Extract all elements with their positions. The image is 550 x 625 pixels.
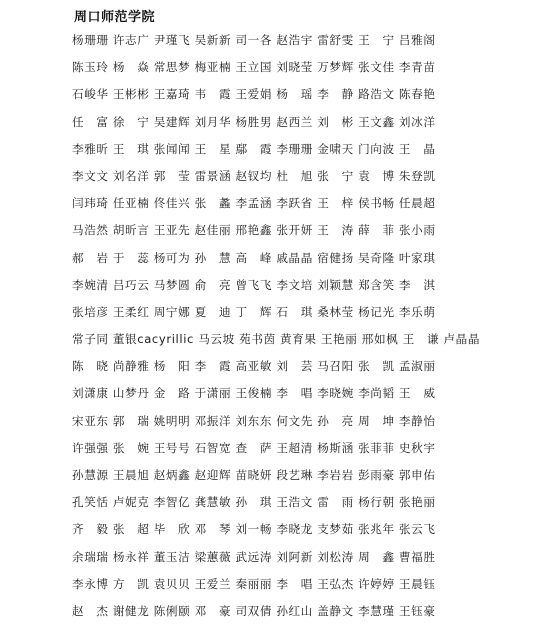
- name-row: 闫玮琦 任亚楠 佟佳兴 张 蠡 李孟涵 李跃省 王 梓 侯书畅 任晨超: [72, 196, 436, 211]
- name-row: 刘潇康 山梦丹 金 路 于潇丽 王俊楠 李 唱 李晓婉 李尚韬 王 威: [72, 386, 436, 401]
- name-row: 孔笑恬 卢妮克 李智亿 龚慧敏 孙 琪 王浩文 雷 雨 杨行朝 张艳丽: [72, 495, 436, 510]
- name-row: 任 富 徐 宁 吴建辉 刘月华 杨胜男 赵西兰 刘 彬 王文鑫 刘冰洋: [72, 114, 436, 129]
- document-title: 周口师范学院: [74, 10, 156, 25]
- name-row: 常子同 董银саcyrillic 马云坡 苑书茵 黄育果 王艳丽 邢如枫 王 谦 卢晶晶: [72, 332, 481, 347]
- name-row: 李雅昕 王 琪 张闻闻 王 星 鄢 霞 李珊珊 金啸天 门向波 王 晶: [72, 141, 436, 156]
- name-row: 石峻华 王彬彬 王嘉琦 韦 霞 王爱娟 杨 瑶 李 静 路浩文 陈春艳: [72, 87, 436, 102]
- name-row: 孙慧源 王晨旭 赵炳鑫 赵迎辉 苗晓妍 段艺琳 李岩岩 彭雨豪 郭申佑: [72, 468, 436, 482]
- name-list: [72, 27, 492, 625]
- name-row: 赵 杰 谢健龙 陈俐颐 邓 豪 司双倩 孙红山 盖静文 李慧瑾 王钰豪: [72, 603, 436, 618]
- name-row: 张培彦 王柔红 周宁娜 夏 迪 丁 辉 石 琪 桑林莹 杨记光 李乐萌: [72, 304, 436, 319]
- name-row: 杨珊珊 许志广 尹瑾飞 吴新新 司一各 赵浩宇 雷舒雯 王 宁 吕雅阁: [72, 33, 436, 47]
- name-row: 陈玉玲 杨 焱 常思梦 梅亚楠 王立国 刘晓莹 万梦辉 张文佳 李青苗: [72, 60, 436, 75]
- name-row: 陈 晓 尚静雅 杨 阳 李 霞 高亚敏 刘 芸 马召阳 张 凯 孟淑丽: [72, 359, 436, 374]
- name-row: 许强强 张 婉 王号号 石智宽 查 萨 王超清 杨斯涵 张菲菲 史秋宇: [72, 440, 436, 455]
- name-row: 郝 岩 于 蕊 杨可为 孙 慧 高 峰 戚晶晶 宿健扬 吴奇隆 叶家琪: [72, 250, 436, 265]
- name-row: 宋亚东 郭 瑞 姚明明 邓振洋 刘东东 何文先 孙 亮 周 坤 李静怡: [72, 413, 436, 428]
- name-row: 马浩然 胡昕言 王亚先 赵佳丽 邢艳鑫 张开妍 王 涛 薛 菲 张小雨: [72, 223, 436, 238]
- name-row: 李婉清 吕巧云 马梦圆 俞 亮 曾飞飞 李文培 刘颖慧 郑含笑 李 淇: [72, 277, 436, 292]
- name-row: 齐 毅 张 超 毕 欣 邓 琴 刘一畅 李晓龙 支梦茹 张兆年 张云飞: [72, 522, 436, 537]
- name-row: 余瑞瑞 杨永祥 董玉洁 梁蕙薇 武远涛 刘阿新 刘松涛 周 鑫 曹福胜: [72, 549, 436, 564]
- name-row: 李文文 刘名洋 郭 莹 雷景涵 赵钗均 杜 旭 张 宁 袁 博 朱登凯: [72, 168, 436, 183]
- name-row: 李永博 方 凯 袁贝贝 王爱兰 秦丽丽 李 唱 王弘杰 许婷婷 王晨钰: [72, 576, 436, 591]
